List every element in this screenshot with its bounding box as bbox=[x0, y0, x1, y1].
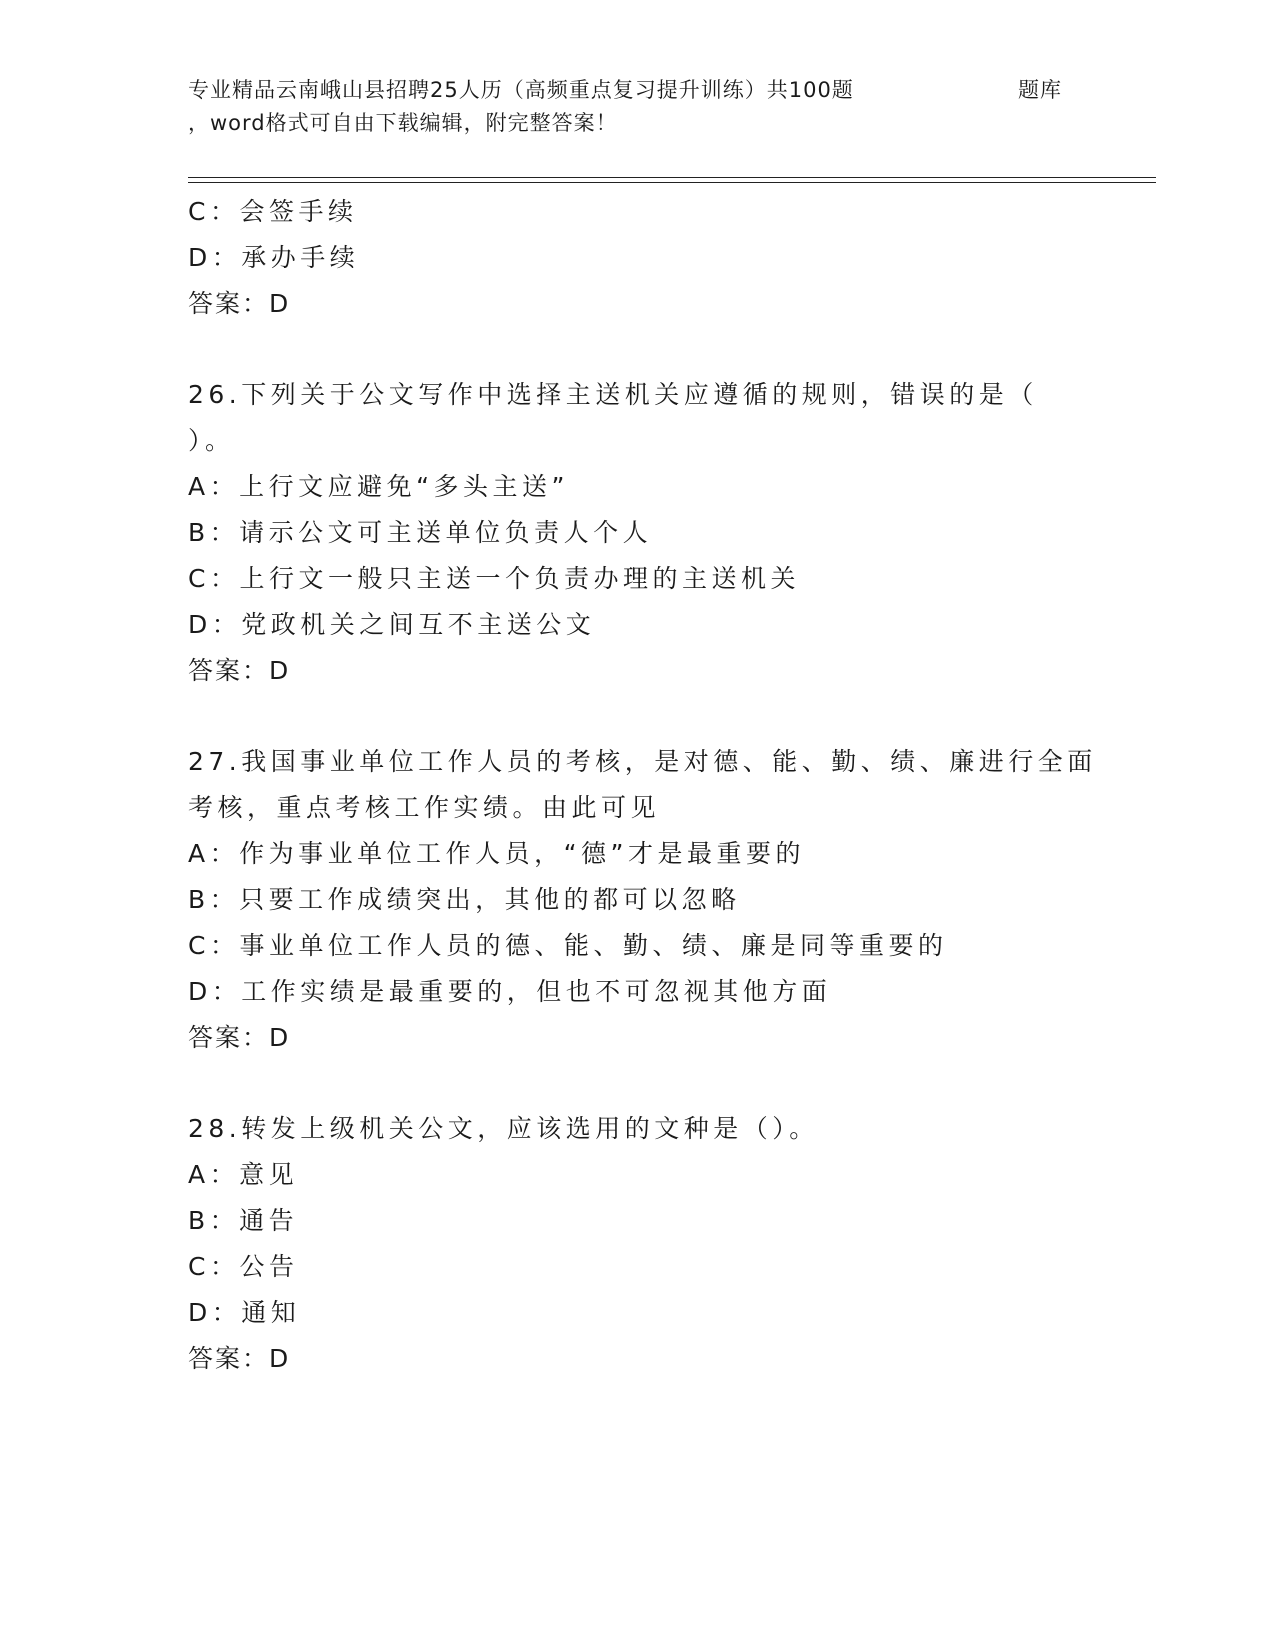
header-line-2: ，word格式可自由下载编辑，附完整答案！ bbox=[188, 111, 618, 135]
option-c: C：事业单位工作人员的德、能、勤、绩、廉是同等重要的 bbox=[188, 931, 948, 960]
question-stem: 26.下列关于公文写作中选择主送机关应遵循的规则，错误的是（ bbox=[188, 380, 1038, 409]
option-d: D：通知 bbox=[188, 1298, 301, 1327]
header-divider-bottom bbox=[188, 182, 1156, 183]
question-stem-continued: ）。 bbox=[188, 426, 235, 455]
answer: 答案：D bbox=[188, 1023, 291, 1052]
question-stem-continued: 考核，重点考核工作实绩。由此可见 bbox=[188, 793, 661, 822]
option-a: A：作为事业单位工作人员，“德”才是最重要的 bbox=[188, 839, 806, 868]
option-c: C：公告 bbox=[188, 1252, 299, 1281]
question-stem: 28.转发上级机关公文，应该选用的文种是（）。 bbox=[188, 1114, 819, 1143]
option-b: B：请示公文可主送单位负责人个人 bbox=[188, 518, 653, 547]
header-tag: 题库 bbox=[1018, 78, 1062, 102]
header-line-1 bbox=[188, 74, 1088, 107]
option-c: C：上行文一般只主送一个负责办理的主送机关 bbox=[188, 564, 800, 593]
answer: 答案：D bbox=[188, 1344, 291, 1373]
option-c: C：会签手续 bbox=[188, 197, 358, 226]
option-a: A：意见 bbox=[188, 1160, 299, 1189]
option-d: D：党政机关之间互不主送公文 bbox=[188, 610, 596, 639]
spacer bbox=[188, 1061, 1088, 1106]
option-b: B：只要工作成绩突出，其他的都可以忽略 bbox=[188, 885, 741, 914]
option-b: B：通告 bbox=[188, 1206, 299, 1235]
question-stem: 27.我国事业单位工作人员的考核，是对德、能、勤、绩、廉进行全面 bbox=[188, 747, 1097, 776]
option-a: A：上行文应避免“多头主送” bbox=[188, 472, 570, 501]
spacer bbox=[188, 694, 1088, 739]
option-d: D：工作实绩是最重要的，但也不可忽视其他方面 bbox=[188, 977, 832, 1006]
header-divider-top bbox=[188, 177, 1156, 178]
answer: 答案：D bbox=[188, 289, 291, 318]
option-d: D：承办手续 bbox=[188, 243, 360, 272]
answer: 答案：D bbox=[188, 656, 291, 685]
header-title: 专业精品云南峨山县招聘25人历（高频重点复习提升训练）共100题 bbox=[188, 78, 854, 102]
question-content bbox=[188, 189, 1097, 1382]
document-header bbox=[188, 74, 1088, 140]
spacer bbox=[188, 327, 1088, 372]
